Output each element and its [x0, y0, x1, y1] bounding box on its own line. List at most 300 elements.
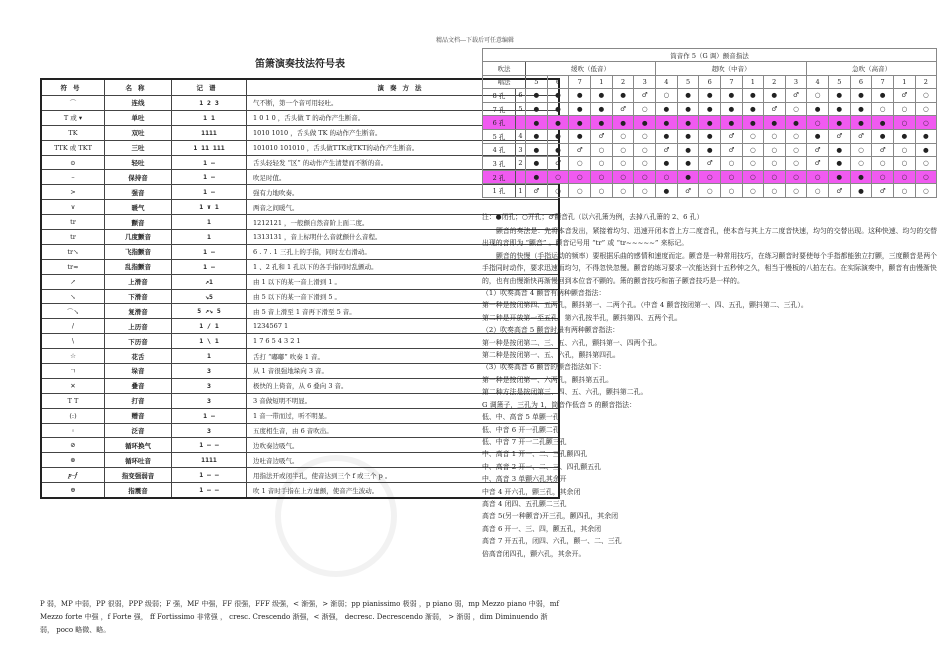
score-cell: 1111	[172, 125, 247, 140]
paragraph: 第二种是按闭第一、五、六孔，颤抖第四孔。	[482, 351, 620, 360]
hole-state-cell: ○	[612, 143, 634, 157]
hole-state-cell: ●	[591, 116, 613, 130]
col-score: 记谱	[172, 79, 247, 96]
hole-state-cell: ○	[763, 170, 785, 184]
hole-state-cell: ●	[785, 116, 807, 130]
paragraph: 倍高音闭四孔，颤六孔，其余开。	[482, 549, 586, 558]
symbol-cell: TK	[41, 125, 105, 140]
method-cell: 3 音做短明不明显。	[247, 393, 560, 408]
hole-state-cell: ●	[828, 89, 850, 103]
hole-state-cell: ●	[850, 102, 872, 116]
hole-state-cell: ●	[828, 102, 850, 116]
hole-state-cell: ○	[915, 170, 936, 184]
pitch-cell: 4	[656, 75, 678, 89]
method-cell: 用指法开或闭半孔，使音达到三个 f 或三个 p 。	[247, 468, 560, 483]
hole-state-cell: ○	[569, 170, 591, 184]
score-cell: 1 \ 1	[172, 334, 247, 349]
name-cell: 暖气	[105, 200, 172, 215]
hole-state-cell: ○	[893, 116, 915, 130]
score-cell: 1111	[172, 453, 247, 468]
hole-state-cell: ●	[526, 116, 548, 130]
hole-state-cell: ○	[850, 157, 872, 171]
pitch-label: 唱法	[483, 75, 526, 89]
hole-state-cell: ●	[591, 102, 613, 116]
score-cell: 1 ∨ 1	[172, 200, 247, 215]
name-cell: 飞指颤音	[105, 244, 172, 259]
hole-state-cell: ○	[721, 170, 743, 184]
hole-state-cell: ○	[893, 184, 915, 198]
hole-row	[483, 116, 937, 130]
score-cell: 1	[172, 215, 247, 230]
pitch-cell: 7	[872, 75, 894, 89]
score-cell: 1 –	[172, 155, 247, 170]
symbol-cell: tr	[41, 230, 105, 245]
hole-state-cell: ○	[656, 170, 678, 184]
hole-state-cell: ♂	[677, 184, 699, 198]
pitch-cell: 6	[850, 75, 872, 89]
hole-index: 3	[516, 143, 526, 157]
paragraph: 高音 6 开一、三、四，颤五孔，其余闭	[482, 524, 602, 533]
hole-state-cell: ○	[742, 143, 763, 157]
score-cell: 1 – –	[172, 438, 247, 453]
hole-state-cell: ○	[612, 170, 634, 184]
method-cell: 气不断，第一个音可用轻吐。	[247, 96, 560, 111]
score-cell: 1 –	[172, 244, 247, 259]
hole-state-cell: ●	[569, 116, 591, 130]
hole-label: 2 孔	[483, 170, 516, 184]
hole-state-cell: ○	[807, 184, 829, 198]
method-cell: 1 0 1 0 ，舌头做 T 的动作产生断音。	[247, 110, 560, 125]
paragraph: 中音 4 开六孔，颤三孔，其余闭	[482, 487, 581, 496]
hole-state-cell: ♂	[612, 102, 634, 116]
fingering-title-row	[483, 49, 937, 62]
hole-state-cell: ○	[699, 170, 721, 184]
hole-state-cell: ●	[656, 102, 678, 116]
symbol-cell: ⊛	[41, 453, 105, 468]
hole-state-cell: ●	[547, 102, 569, 116]
method-cell: 舌打 “嘟嘟” 吹奏 1 音。	[247, 349, 560, 364]
pitch-cell: 4	[807, 75, 829, 89]
paragraph: （3）吹奏高音 6 颤音的颤音指法如下：	[482, 363, 606, 372]
hole-state-cell: ○	[742, 170, 763, 184]
score-cell: 5 ↗↘ 5	[172, 304, 247, 319]
method-cell: 极快的上倚音，从 6 叠向 3 音。	[247, 378, 560, 393]
method-cell: 1 音一带而过，听不明显。	[247, 408, 560, 423]
score-cell: 1 –	[172, 408, 247, 423]
symbol-cell: ⊙	[41, 155, 105, 170]
pitch-cell: 2	[763, 75, 785, 89]
hole-state-cell: ●	[569, 102, 591, 116]
score-cell: ↘5	[172, 289, 247, 304]
score-cell: 1	[172, 349, 247, 364]
hole-state-cell: ●	[807, 129, 829, 143]
symbol-cell: –	[41, 170, 105, 185]
hole-state-cell: ○	[807, 116, 829, 130]
hole-state-cell: ●	[763, 89, 785, 103]
hole-state-cell: ○	[915, 184, 936, 198]
paragraph: （2）吹奏高音 5 颤音时最有两种颤音指法：	[482, 326, 620, 335]
hole-state-cell: ○	[742, 129, 763, 143]
name-cell: 循环换气	[105, 438, 172, 453]
hole-state-cell: ●	[656, 116, 678, 130]
hole-state-cell: ●	[721, 102, 743, 116]
hole-state-cell: ○	[893, 143, 915, 157]
score-cell: 1	[172, 230, 247, 245]
hole-state-cell: ○	[763, 143, 785, 157]
name-cell: 垛音	[105, 364, 172, 379]
symbol-cell: T 或 ▾	[41, 110, 105, 125]
symbol-cell: tr≈	[41, 259, 105, 274]
paragraph: 中、高音 3 单颤六孔其余开	[482, 475, 567, 484]
pitch-cell: 7	[721, 75, 743, 89]
hole-state-cell: ○	[763, 184, 785, 198]
hole-state-cell: ♂	[807, 157, 829, 171]
hole-label: 5 孔	[483, 129, 516, 143]
name-cell: 指变强弱音	[105, 468, 172, 483]
hole-state-cell: ♂	[872, 143, 894, 157]
name-cell: 单吐	[105, 110, 172, 125]
hole-state-cell: ●	[915, 129, 936, 143]
symbol-cell: tr↘	[41, 244, 105, 259]
hole-state-cell: ○	[547, 184, 569, 198]
hole-state-cell: ○	[872, 157, 894, 171]
hole-label: 1 孔	[483, 184, 516, 198]
fingering-table-body	[483, 49, 937, 198]
hole-state-cell: ○	[893, 102, 915, 116]
pitch-cell: 3	[785, 75, 807, 89]
symbol-cell: ⊘	[41, 438, 105, 453]
hole-state-cell: ♂	[634, 89, 656, 103]
hole-state-cell: ○	[915, 89, 936, 103]
symbol-cell: ⌒↘	[41, 304, 105, 319]
hole-state-cell: ○	[612, 157, 634, 171]
hole-state-cell: ♂	[699, 157, 721, 171]
hole-state-cell: ○	[569, 157, 591, 171]
hole-state-cell: ●	[547, 143, 569, 157]
symbol-cell: ↗	[41, 274, 105, 289]
name-cell: 保持音	[105, 170, 172, 185]
hole-state-cell: ●	[526, 143, 548, 157]
hole-state-cell: ♂	[785, 89, 807, 103]
hole-state-cell: ○	[850, 143, 872, 157]
hole-index	[516, 116, 526, 130]
score-cell: 3	[172, 393, 247, 408]
hole-state-cell: ○	[915, 102, 936, 116]
paragraph: 高音 7 开五孔，闭四、六孔，颤一、二、三孔	[482, 537, 622, 546]
hole-state-cell: ●	[547, 89, 569, 103]
method-cell: 边吐音边吸气。	[247, 453, 560, 468]
hole-state-cell: ○	[893, 157, 915, 171]
hole-state-cell: ●	[699, 116, 721, 130]
paragraph: 中、高音 1 开一、二、三孔颤四孔	[482, 450, 588, 459]
hole-state-cell: ●	[526, 89, 548, 103]
paragraph: 颤音的快慢（手指运动的频率）要根据乐曲的感情和速度而定。颤音是一种常用技巧，在练习颤音时要使每个手指都能独立打颤，三度颤音是两个手指同时动作，要求迅速而均匀，不得忽快忽慢。颤音的练习要求一次能达到十五秒钟之久，相当于慢板的八拍左右。在实际演奏中，颤音有由慢渐快的，也有由慢渐快再渐慢回到本位音不颤的。箫的颤音技巧和笛子颤音技巧是一样的。	[482, 251, 937, 285]
hole-state-cell: ♂	[763, 102, 785, 116]
paragraph: （1）吹奏高音 4 颤音有两种颤音指法：	[482, 289, 606, 298]
score-cell: 3	[172, 423, 247, 438]
method-cell: 边吹奏边吸气。	[247, 438, 560, 453]
hole-state-cell: ○	[721, 184, 743, 198]
symbol-cell: T T	[41, 393, 105, 408]
paragraph: 低、中音 6 开一孔颤二孔	[482, 425, 560, 434]
hole-state-cell: ○	[785, 170, 807, 184]
hole-state-cell: ○	[785, 184, 807, 198]
register-low: 缓吹（低音）	[526, 62, 656, 76]
hole-state-cell: ●	[699, 89, 721, 103]
paragraph: 高音 5(另一种颤音)开三孔，颤四孔，其余闭	[482, 512, 618, 521]
pitch-cell: 1	[893, 75, 915, 89]
hole-state-cell: ○	[591, 170, 613, 184]
hole-state-cell: ●	[569, 89, 591, 103]
hole-state-cell: ♂	[872, 184, 894, 198]
name-cell: 强音	[105, 185, 172, 200]
pitch-cell: 1	[742, 75, 763, 89]
paragraph: 第一种是按闭第二、三、五、六孔，颤抖第一、四两个孔。	[482, 338, 662, 347]
name-cell: 乱指颤音	[105, 259, 172, 274]
hole-state-cell: ○	[872, 170, 894, 184]
hole-state-cell: ○	[763, 129, 785, 143]
hole-state-cell: ○	[742, 157, 763, 171]
name-cell: 泛音	[105, 423, 172, 438]
hole-state-cell: ●	[656, 184, 678, 198]
method-cell: 1 、2 孔和 1 孔以下的各手指同时乱颤动。	[247, 259, 560, 274]
hole-state-cell: ○	[785, 157, 807, 171]
hole-state-cell: ●	[828, 143, 850, 157]
pitch-cell: 2	[915, 75, 936, 89]
hole-state-cell: ●	[526, 170, 548, 184]
symbol-cell: 𝆏–𝆑	[41, 468, 105, 483]
hole-state-cell: ○	[634, 157, 656, 171]
hole-state-cell: ○	[699, 184, 721, 198]
method-cell: 1313131 ，音上标明什么音就颤什么音程。	[247, 230, 560, 245]
method-cell: 由 5 以下的某一音下滑到 5 。	[247, 289, 560, 304]
hole-state-cell: ○	[763, 157, 785, 171]
hole-state-cell: ○	[591, 157, 613, 171]
hole-state-cell: ○	[872, 102, 894, 116]
hole-state-cell: ○	[893, 170, 915, 184]
name-cell: 循环吐音	[105, 453, 172, 468]
hole-state-cell: ○	[721, 157, 743, 171]
hole-state-cell: ●	[547, 129, 569, 143]
pitch-row	[483, 75, 937, 89]
hole-state-cell: ●	[742, 116, 763, 130]
method-cell: 两音之间暖气。	[247, 200, 560, 215]
hole-state-cell: ●	[569, 129, 591, 143]
hole-state-cell: ♂	[547, 157, 569, 171]
score-cell: 1 11 111	[172, 140, 247, 155]
hole-label: 6 孔	[483, 116, 516, 130]
paragraph: 颤音的奏法是：先将本音发出，紧接着均匀、迅速开闭本音上方二度音孔，使本音与其上方二度音快速，均匀的交替出现。这种快速、均匀的交替出现的音即为 “颤音” 。颤音记号用 “tr” 或 “tr~~~~~” 来标记。	[482, 227, 937, 248]
hole-state-cell: ●	[677, 129, 699, 143]
col-method: 演奏方法	[247, 79, 560, 96]
hole-state-cell: ●	[677, 157, 699, 171]
hole-state-cell: ○	[569, 184, 591, 198]
name-cell: 双吐	[105, 125, 172, 140]
symbol-cell: ∨	[41, 200, 105, 215]
method-cell: 6 . 7 . 1 三孔上的手指，同时左右滑动。	[247, 244, 560, 259]
score-cell: 1 –	[172, 185, 247, 200]
name-cell: 叠音	[105, 378, 172, 393]
hole-state-cell: ●	[612, 116, 634, 130]
hole-state-cell: ●	[872, 116, 894, 130]
pitch-cell: 3	[634, 75, 656, 89]
name-cell: 上历音	[105, 319, 172, 334]
paragraph: G 调箫子，三孔为 1，筒音作低音 5 的颤音指法：	[482, 400, 636, 409]
hole-state-cell: ●	[828, 170, 850, 184]
name-cell: 复滑音	[105, 304, 172, 319]
name-cell: 下滑音	[105, 289, 172, 304]
hole-state-cell: ○	[656, 89, 678, 103]
hole-state-cell: ○	[785, 102, 807, 116]
hole-label: 4 孔	[483, 143, 516, 157]
name-cell: 轻吐	[105, 155, 172, 170]
name-cell: 指震音	[105, 483, 172, 498]
symbol-cell: ㄱ	[41, 364, 105, 379]
symbol-cell: ✕	[41, 378, 105, 393]
hole-row	[483, 157, 937, 171]
hole-state-cell: ●	[872, 89, 894, 103]
pitch-cell: 2	[612, 75, 634, 89]
hole-state-cell: ○	[612, 129, 634, 143]
paragraph: 第二种方法是按闭第三、四、五、六孔，颤抖第二孔。	[482, 388, 648, 397]
symbol-cell: >	[41, 185, 105, 200]
paragraph: 中、高音 2 开一、二、三、四孔颤五孔	[482, 462, 602, 471]
score-cell: ↗1	[172, 274, 247, 289]
symbol-cell: TTK 或 TKT	[41, 140, 105, 155]
pitch-cell: 6	[699, 75, 721, 89]
hole-state-cell: ○	[591, 143, 613, 157]
score-cell: 1 / 1	[172, 319, 247, 334]
hole-state-cell: ○	[634, 143, 656, 157]
symbol-cell: ⊕	[41, 483, 105, 498]
hole-index: 1	[516, 184, 526, 198]
method-cell: 101010 101010 ，舌头做TTK或TKT的动作产生断音。	[247, 140, 560, 155]
header-note: 精品文档---下载后可任意编辑	[435, 37, 515, 44]
hole-row	[483, 89, 937, 103]
fingering-table	[482, 48, 937, 198]
pitch-cell: 7	[569, 75, 591, 89]
hole-state-cell: ♂	[526, 184, 548, 198]
hole-state-cell: ○	[742, 184, 763, 198]
hole-row	[483, 102, 937, 116]
method-cell: 舌头轻轻发 “区” 的动作产生清楚而不断的音。	[247, 155, 560, 170]
hole-state-cell: ○	[591, 184, 613, 198]
method-cell: 五度相生音，由 6 音吹出。	[247, 423, 560, 438]
name-cell: 上滑音	[105, 274, 172, 289]
symbol-cell: ↘	[41, 289, 105, 304]
hole-state-cell: ●	[807, 102, 829, 116]
hole-state-cell: ○	[547, 170, 569, 184]
symbol-table-title: 笛箫演奏技法符号表	[255, 59, 345, 70]
register-high: 急吹（高音）	[807, 62, 937, 76]
paragraph: 第一种是按闭第四、五两孔，颤抖第一、二两个孔。（中音 4 颤音按闭第一、四、五孔，颤抖第二、三孔）。	[482, 301, 808, 310]
col-symbol: 符号	[41, 79, 105, 96]
hole-state-cell: ○	[785, 129, 807, 143]
name-cell: 赠音	[105, 408, 172, 423]
symbol-cell: \	[41, 334, 105, 349]
hole-state-cell: ○	[634, 129, 656, 143]
hole-state-cell: ●	[763, 116, 785, 130]
hole-index: 6	[516, 89, 526, 103]
hole-state-cell: ●	[872, 129, 894, 143]
hole-state-cell: ♂	[850, 129, 872, 143]
hole-state-cell: ●	[526, 129, 548, 143]
symbol-cell: ⌒	[41, 96, 105, 111]
hole-state-cell: ○	[785, 143, 807, 157]
hole-state-cell: ♂	[656, 143, 678, 157]
method-cell: 强有力地吹奏。	[247, 185, 560, 200]
method-cell: 1010 1010 ，舌头做 TK 的动作产生断音。	[247, 125, 560, 140]
hole-state-cell: ●	[699, 102, 721, 116]
hole-state-cell: ○	[612, 184, 634, 198]
score-cell: 1 – –	[172, 483, 247, 498]
hole-row	[483, 184, 937, 198]
hole-state-cell: ●	[656, 157, 678, 171]
score-cell: 3	[172, 378, 247, 393]
hole-row	[483, 170, 937, 184]
hole-state-cell: ●	[699, 129, 721, 143]
hole-state-cell: ○	[915, 157, 936, 171]
hole-state-cell: ♂	[828, 184, 850, 198]
name-cell: 几度颤音	[105, 230, 172, 245]
hole-state-cell: ○	[634, 184, 656, 198]
hole-state-cell: ●	[547, 116, 569, 130]
method-cell: 1 7 6 5 4 3 2 1	[247, 334, 560, 349]
hole-state-cell: ●	[677, 170, 699, 184]
register-row	[483, 62, 937, 76]
method-cell: 由 5 音上滑至 1 音再下滑至 5 音。	[247, 304, 560, 319]
name-cell: 三吐	[105, 140, 172, 155]
name-cell: 花舌	[105, 349, 172, 364]
hole-state-cell: ●	[850, 116, 872, 130]
hole-state-cell: ●	[656, 129, 678, 143]
score-cell: 1 1	[172, 110, 247, 125]
register-label: 吹法	[483, 62, 526, 76]
hole-state-cell: ○	[634, 170, 656, 184]
hole-state-cell: ●	[699, 143, 721, 157]
pitch-cell: 5	[677, 75, 699, 89]
fingering-footnote: 注：●闭孔；○开孔；♂颤音孔（以六孔箫为例，去掉八孔箫的 2、6 孔）	[482, 213, 704, 221]
hole-state-cell: ♂	[893, 89, 915, 103]
hole-state-cell: ♂	[807, 143, 829, 157]
hole-state-cell: ♂	[721, 129, 743, 143]
symbol-cell: ☆	[41, 349, 105, 364]
hole-state-cell: ●	[526, 102, 548, 116]
pitch-cell: 5	[526, 75, 548, 89]
name-cell: 连线	[105, 96, 172, 111]
symbol-cell: tr	[41, 215, 105, 230]
hole-state-cell: ●	[612, 89, 634, 103]
fingering-table-title: 筒音作 5（G 调）颤音指法	[483, 49, 937, 62]
name-cell: 下历音	[105, 334, 172, 349]
hole-label: 3 孔	[483, 157, 516, 171]
hole-state-cell: ○	[915, 116, 936, 130]
symbol-cell: /	[41, 319, 105, 334]
hole-index: 4	[516, 129, 526, 143]
hole-index	[516, 170, 526, 184]
paragraph: 高音 4 闭四、五孔颤二三孔	[482, 499, 567, 508]
paragraph: 第一种是按闭第一、六两孔，颤抖第五孔。	[482, 375, 613, 384]
symbol-cell: (:)	[41, 408, 105, 423]
method-cell: 1234567 1	[247, 319, 560, 334]
hole-state-cell: ●	[591, 89, 613, 103]
score-cell: 1 –	[172, 259, 247, 274]
hole-state-cell: ●	[677, 143, 699, 157]
hole-label: 7 孔	[483, 102, 516, 116]
register-mid: 超吹（中音）	[656, 62, 807, 76]
hole-index: 5	[516, 102, 526, 116]
symbol-cell: ◦	[41, 423, 105, 438]
